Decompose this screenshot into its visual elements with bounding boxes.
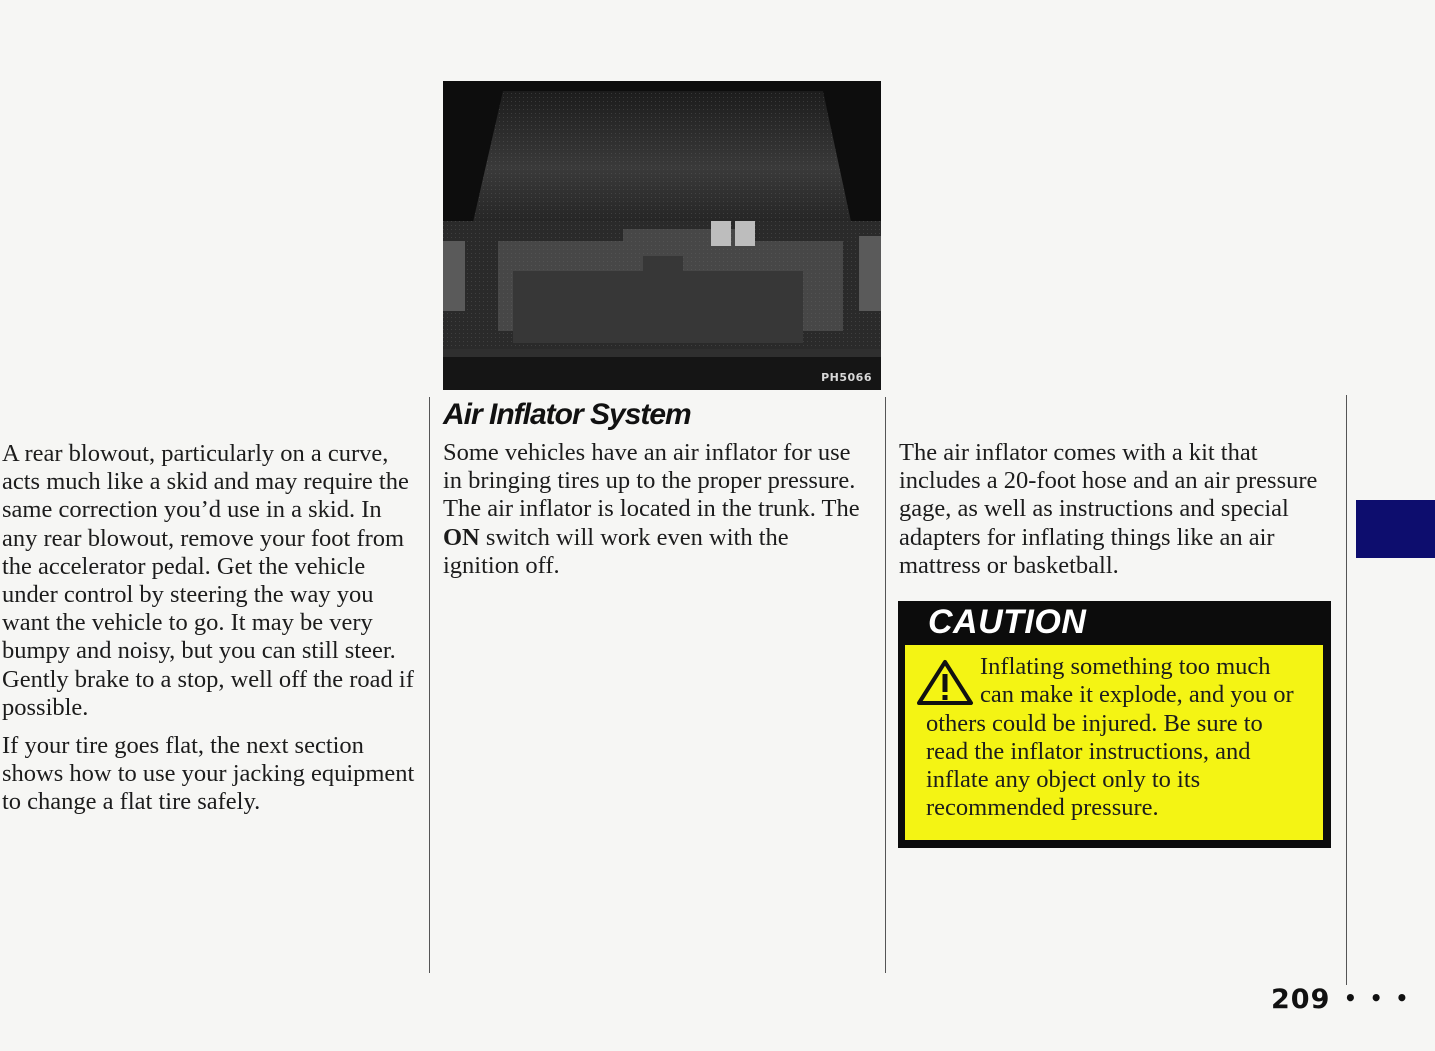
middle-column: [443, 439, 863, 590]
trunk-photo: [443, 81, 881, 390]
warning-triangle-icon: [916, 659, 974, 707]
blowout-paragraph: A rear blowout, particularly on a curve, acts much like a skid and may require the same correction you’d use in a skid. In any rear blowout, remove your foot from the accelerator pedal. Get the vehicle under control by steering the way you want the vehicle to go. It may be very bumpy and noisy, but you can still steer. Gently brake to a stop, well off the road if possible.: [2, 440, 414, 721]
page-number: 209: [1271, 984, 1331, 1015]
inflator-kit-paragraph: The air inflator comes with a kit that includes a 20-foot hose and an air pressure gage, as well as instructions and special adapters for inflating things like an air mattress or basketball.: [899, 439, 1318, 579]
caution-box: [898, 601, 1331, 848]
caution-text: [926, 653, 1306, 823]
caution-body: [905, 645, 1323, 840]
caution-message: Inflating something too much can make it explode, and you or others could be injured. Be sure to read the inflator instructions, and inflate any object only to its recommended pressure.: [926, 653, 1294, 822]
flat-tire-paragraph: If your tire goes flat, the next section shows how to use your jacking equipment to change a flat tire safely.: [2, 732, 415, 816]
page-dots: • • •: [1344, 986, 1412, 1010]
left-column: [2, 440, 422, 827]
section-tab-marker: [1356, 500, 1435, 558]
column-divider-left: [429, 397, 430, 973]
air-inflator-text-start: Some vehicles have an air inflator for use in bringing tires up to the proper pressure. The air inflator is located in the trunk. The: [443, 439, 860, 523]
trunk-interior-illustration: [443, 81, 881, 390]
photo-code: PH5066: [821, 371, 872, 384]
air-inflator-paragraph: [443, 439, 863, 580]
column-divider-middle: [885, 397, 886, 973]
section-title: Air Inflator System: [443, 398, 691, 431]
column-divider-right: [1346, 395, 1347, 985]
right-column: [899, 439, 1329, 590]
on-switch-label: ON: [443, 523, 480, 551]
caution-title: CAUTION: [928, 603, 1087, 641]
air-inflator-text-end: switch will work even with the ignition off.: [443, 523, 789, 579]
